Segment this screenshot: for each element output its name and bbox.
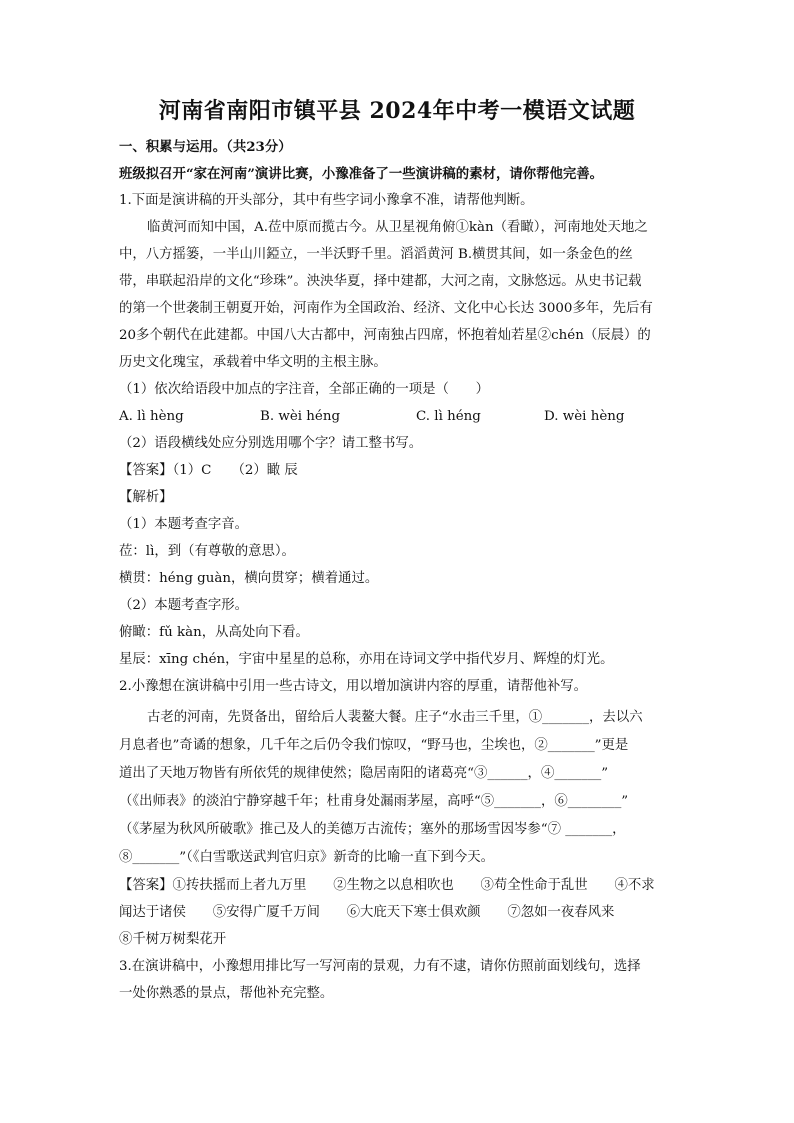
q2-passage-line: （《出师表》的淡泊宁静穿越千年；杜甫身处漏雨茅屋，高呼“⑤_______，⑥________”: [119, 794, 629, 809]
q2-passage-line: ⑧_______”（《白雪歌送武判官归京》新奇的比喻一直下到今天。: [119, 850, 495, 865]
q2-answer-line: ⑧千树万树梨花开: [119, 932, 227, 947]
section-heading: 一、积累与运用。（共23分）: [119, 139, 292, 155]
q2-passage-line: 古老的河南，先贤备出，留给后人裴鳌大餐。庄子“水击三千里，①_______，去以六: [147, 710, 643, 725]
q1-passage-line: 临黄河而知中国，A.莅中原而揽古今。从卫星视角俯①kàn（看瞰），河南地处天地之: [147, 220, 648, 235]
analysis-line: （1）本题考查字音。: [119, 517, 249, 532]
q1-passage-line: 中，八方摇篓，一半山川錏立，一半沃野千里。滔滔黄河 B.横贯其间，如一条金色的丝: [119, 247, 633, 262]
question-3-line: 一处你熟悉的景点，帮他补充完整。: [119, 986, 334, 1001]
q1-sub-question-2: （2）语段横线处应分别选用哪个字？请工整书写。: [119, 436, 423, 451]
analysis-line: 俯瞰：fǔ kàn，从高处向下看。: [119, 625, 309, 640]
analysis-line: 横贯：héng guàn，横向贯穿；横着通过。: [119, 571, 379, 586]
option-c: C. lì héng: [416, 409, 481, 424]
q1-passage-line: 带，串联起沿岸的文化“珍珠”。泱泱华夏，择中建都，大河之南，文脉悠远。从史书记载: [119, 274, 642, 289]
page-title: 河南省南阳市镇平县 2024年中考一模语文试题: [158, 98, 636, 124]
analysis-line: 星辰：xīng chén，宇宙中星星的总称，亦用在诗词文学中指代岁月、辉煌的灯光。: [119, 652, 614, 667]
q1-passage-line: 20多个朝代在此建都。中国八大古都中，河南独占四席，怀抱着灿若星②chén（辰晨）的: [119, 328, 651, 343]
q2-answer-line: 【答案】①抟扶摇而上者九万里 ②生物之以息相吹也 ③苟全性命于乱世 ④不求: [119, 878, 655, 893]
option-a: A. lì hèng: [119, 409, 184, 424]
question-1-stem: 1.下面是演讲稿的开头部分，其中有些字词小豫拿不准，请帮他判断。: [119, 193, 534, 208]
option-d: D. wèi hèng: [544, 409, 625, 424]
analysis-line: 莅：lì，到（有尊敬的意思）。: [119, 544, 295, 559]
analysis-line: （2）本题考查字形。: [119, 598, 249, 613]
q2-passage-line: 道出了天地万物皆有所依凭的规律使然；隐居南阳的诸葛亮“③______，④_______”: [119, 766, 609, 781]
q2-passage-line: （《茅屋为秋风所破歌》推己及人的美德万古流传；塞外的那场雪因岑参“⑦ _______，: [119, 822, 626, 837]
q1-answer: 【答案】（1）C （2）瞰 辰: [119, 463, 298, 478]
question-2-stem: 2.小豫想在演讲稿中引用一些古诗文，用以增加演讲内容的厚重，请帮他补写。: [119, 679, 588, 694]
q1-passage-line: 的第一个世袭制王朝夏开始，河南作为全国政治、经济、文化中心长达 3000多年，先后有: [119, 301, 653, 316]
question-3-line: 3.在演讲稿中，小豫想用排比写一写河南的景观，力有不逮，请你仿照前面划线句，选择: [119, 959, 641, 974]
q2-passage-line: 月息者也”奇谲的想象，几千年之后仍令我们惊叹，“野马也，尘埃也，②_______”更是: [119, 738, 629, 753]
q1-passage-line: 历史文化瑰宝，承载着中华文明的主根主脉。: [119, 355, 387, 370]
q1-sub-question-1: （1）依次给语段中加点的字注音，全部正确的一项是（ ）: [119, 382, 490, 397]
option-b: B. wèi héng: [260, 409, 341, 424]
analysis-label: 【解析】: [119, 490, 173, 505]
q2-answer-line: 闻达于诸侯 ⑤安得广厦千万间 ⑥大庇天下寒士俱欢颜 ⑦忽如一夜春风来: [119, 905, 615, 920]
section-intro: 班级拟召开“家在河南”演讲比赛，小豫准备了一些演讲稿的素材，请你帮他完善。: [119, 166, 604, 182]
